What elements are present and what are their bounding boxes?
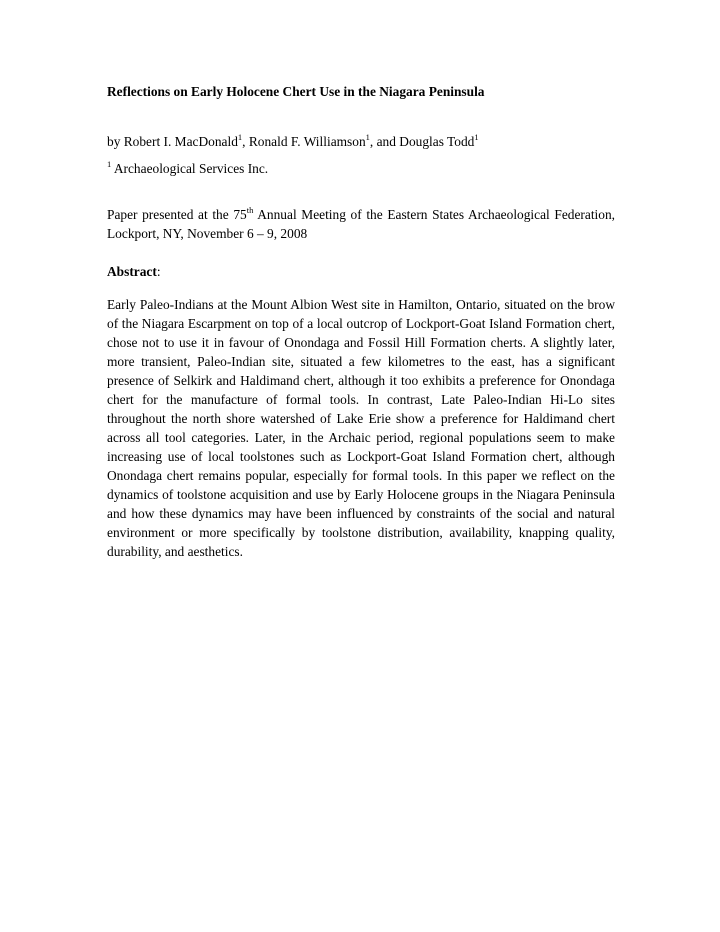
presentation-note-start: Paper presented at the 75 [107, 207, 247, 222]
author-2: , Ronald F. Williamson [242, 134, 366, 149]
affiliation-name: Archaeological Services Inc. [111, 161, 269, 176]
author-line [107, 132, 479, 151]
document-content [107, 82, 615, 559]
abstract-body: Early Paleo-Indians at the Mount Albion West site in Hamilton, Ontario, situated on the brow of the Niagara Escarpment on top of a local outcrop of Lockport-Goat Island Formation chert, chose not to use it in favour of Onondaga and Fossil Hill Formation cherts. A slightly later, more transient, Paleo-Indian site, situated a few kilometres to the east, has a significant presence of Selkirk and Haldimand chert, although it too exhibits a preference for Onondaga chert for the manufacture of formal tools. In contrast, Late Paleo-Indian Hi-Lo sites throughout the north shore watershed of Lake Erie show a preference for Haldimand chert across all tool categories. Later, in the Archaic period, regional populations seem to make increasing use of local toolstones such as Lockport-Goat Island Formation chert, although Onondaga chert remains popular, especially for formal tools. In this paper we reflect on the dynamics of toolstone acquisition and use by Early Holocene groups in the Niagara Peninsula and how these dynamics may have been influenced by constraints of the social and natural environment or more specifically by toolstone distribution, availability, knapping quality, durability, and aesthetics. [107, 297, 615, 559]
author-1: by Robert I. MacDonald [107, 134, 238, 149]
affiliation-line [107, 159, 268, 178]
presentation-note [107, 205, 615, 243]
abstract-heading-colon: : [156, 264, 161, 279]
affiliation-mark: 1 [107, 158, 112, 169]
author-1-affiliation-mark: 1 [237, 131, 243, 142]
author-2-affiliation-mark: 1 [365, 131, 370, 142]
document-title: Reflections on Early Holocene Chert Use in the Niagara Peninsula [107, 84, 485, 99]
author-3-affiliation-mark: 1 [474, 131, 479, 142]
ordinal-suffix: th [246, 204, 254, 215]
abstract-heading-label: Abstract [107, 264, 157, 279]
presentation-note-end: Annual Meeting of the Eastern States Archaeological Federation, Lockport, NY, November 6 – 9, 2008 [107, 207, 615, 241]
abstract-heading [107, 262, 161, 281]
author-3: , and Douglas Todd [369, 134, 475, 149]
